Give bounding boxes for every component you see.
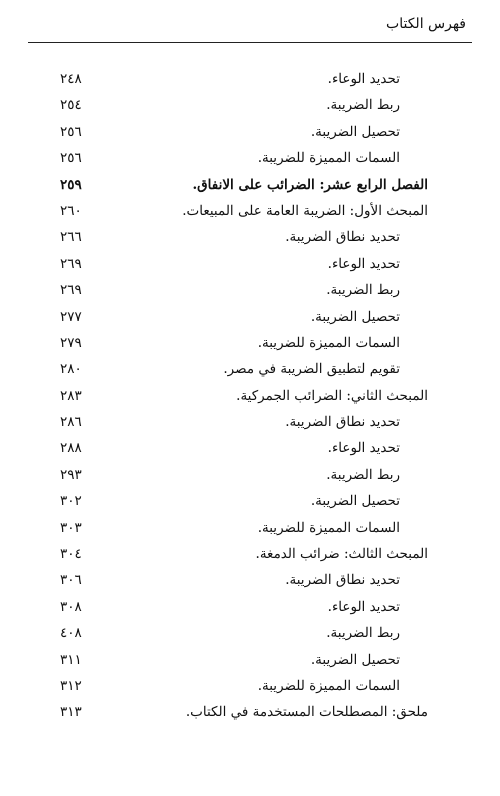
toc-entry-page-number: ٢٦٦ — [60, 229, 82, 246]
toc-entry-page-number: ٣٠٢ — [60, 493, 82, 510]
toc-entry-page-number: ٣٠٤ — [60, 546, 82, 563]
table-of-contents — [0, 68, 500, 728]
toc-entry-page-number: ٤٠٨ — [60, 625, 82, 642]
toc-entry-page-number: ٢٨٣ — [60, 387, 82, 404]
toc-entry — [0, 358, 500, 384]
toc-entry-page-number: ٣٠٣ — [60, 519, 82, 536]
toc-entry-page-number: ٢٤٨ — [60, 71, 82, 87]
header-rule — [28, 42, 472, 43]
toc-entry-page-number: ٢٥٦ — [60, 150, 82, 167]
toc-entry-page-number: ٢٨٨ — [60, 440, 82, 457]
toc-entry-page-number: ٢٦٩ — [60, 282, 82, 299]
toc-entry-title: تحديد الوعاء. — [327, 440, 400, 457]
toc-entry — [0, 649, 500, 675]
toc-entry-title: تحصيل الضريبة. — [310, 651, 400, 668]
toc-entry — [0, 411, 500, 437]
toc-entry — [0, 569, 500, 595]
toc-entry — [0, 226, 500, 252]
toc-entry — [0, 701, 500, 727]
toc-entry-title: تحديد الوعاء. — [327, 598, 400, 615]
toc-entry-page-number: ٢٦٠ — [60, 202, 82, 219]
toc-entry-title: السمات المميزة للضريبة. — [257, 519, 400, 536]
toc-entry — [0, 174, 500, 200]
toc-entry-title: تحديد الوعاء. — [327, 255, 400, 272]
toc-entry-title: المبحث الثاني: الضرائب الجمركية. — [236, 387, 428, 404]
toc-entry-title: ربط الضريبة. — [326, 625, 400, 642]
toc-entry-title: ربط الضريبة. — [326, 282, 400, 299]
toc-entry-page-number: ٢٦٩ — [60, 255, 82, 272]
toc-entry-page-number: ٢٧٧ — [60, 308, 82, 325]
toc-entry — [0, 543, 500, 569]
toc-entry — [0, 147, 500, 173]
toc-entry-title: تحديد نطاق الضريبة. — [285, 229, 400, 246]
toc-entry-title: تحصيل الضريبة. — [310, 308, 400, 325]
toc-entry-title: الفصل الرابع عشر: الضرائب على الانفاق. — [192, 176, 428, 193]
toc-entry — [0, 94, 500, 120]
toc-entry-title: ملحق: المصطلحات المستخدمة في الكتاب. — [185, 704, 428, 721]
toc-entry-page-number: ٢٨٠ — [60, 361, 82, 378]
toc-entry-page-number: ٢٨٦ — [60, 414, 82, 431]
toc-entry-page-number: ٢٥٤ — [60, 97, 82, 114]
toc-entry-title: المبحث الأول: الضريبة العامة على المبيعات. — [182, 202, 428, 219]
toc-entry — [0, 253, 500, 279]
toc-entry-title: ربط الضريبة. — [326, 466, 400, 483]
toc-entry-title: تحديد الوعاء. — [327, 71, 400, 87]
toc-entry — [0, 490, 500, 516]
toc-entry — [0, 200, 500, 226]
toc-entry-title: تحديد نطاق الضريبة. — [285, 414, 400, 431]
toc-entry — [0, 596, 500, 622]
toc-entry-page-number: ٣١٣ — [60, 704, 82, 721]
toc-entry — [0, 437, 500, 463]
toc-entry-title: تحصيل الضريبة. — [310, 493, 400, 510]
toc-entry — [0, 306, 500, 332]
toc-entry-page-number: ٣٠٦ — [60, 572, 82, 589]
toc-entry — [0, 464, 500, 490]
toc-entry-title: السمات المميزة للضريبة. — [257, 677, 400, 694]
toc-entry-title: المبحث الثالث: ضرائب الدمغة. — [255, 546, 428, 563]
toc-entry-page-number: ٢٥٩ — [60, 176, 82, 193]
toc-entry-title: السمات المميزة للضريبة. — [257, 150, 400, 167]
toc-entry-title: تقويم لتطبيق الضريبة في مصر. — [223, 361, 400, 378]
toc-entry-page-number: ٢٧٩ — [60, 334, 82, 351]
toc-entry — [0, 675, 500, 701]
toc-entry-title: تحديد نطاق الضريبة. — [285, 572, 400, 589]
toc-entry-title: السمات المميزة للضريبة. — [257, 334, 400, 351]
toc-entry — [0, 121, 500, 147]
running-header: فهرس الكتاب — [386, 16, 466, 32]
toc-entry — [0, 622, 500, 648]
toc-entry-page-number: ٣١١ — [60, 651, 82, 668]
toc-entry-page-number: ٣١٢ — [60, 677, 82, 694]
toc-entry-page-number: ٢٩٣ — [60, 466, 82, 483]
toc-entry — [0, 332, 500, 358]
toc-entry — [0, 279, 500, 305]
toc-entry-title: ربط الضريبة. — [326, 97, 400, 114]
toc-entry-page-number: ٢٥٦ — [60, 123, 82, 140]
toc-entry — [0, 517, 500, 543]
toc-entry — [0, 385, 500, 411]
toc-entry-title: تحصيل الضريبة. — [310, 123, 400, 140]
toc-entry — [0, 68, 500, 94]
toc-entry-page-number: ٣٠٨ — [60, 598, 82, 615]
